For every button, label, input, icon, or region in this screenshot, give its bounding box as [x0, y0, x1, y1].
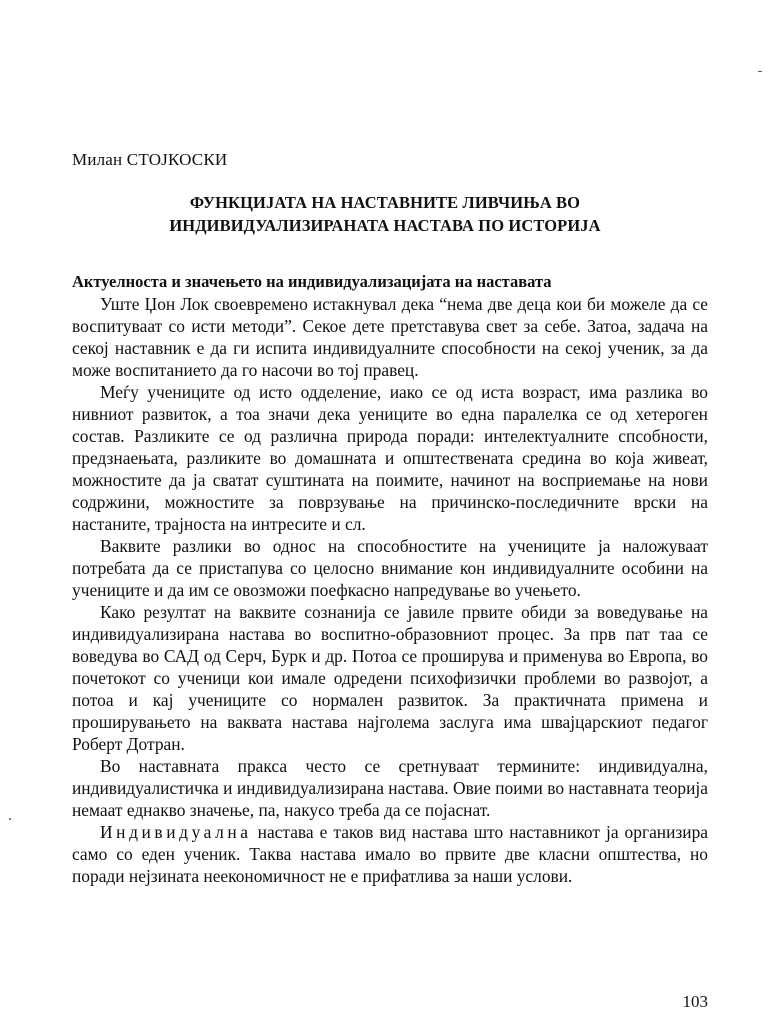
- article-body: [72, 271, 708, 887]
- scan-mark: [758, 71, 762, 72]
- page-number: 103: [682, 992, 708, 1011]
- title-line: ФУНКЦИЈАТА НА НАСТАВНИТЕ ЛИВЧИЊА ВО: [189, 193, 581, 212]
- paragraph: [72, 821, 708, 887]
- paragraph-text: настава е таков вид настава што наставникот ја организира само со еден ученик. Таква настава имало во првите две класни општества, но поради нејзината неекономичност не е прифатлива за наши услови.: [72, 822, 708, 886]
- paragraph: Како резултат на ваквите сознанија се јавиле првите обиди за воведување на индивидуализирана настава во воспитно-образовниот процес. За прв пат таа се воведува во САД од Серч, Бурк и др. Потоа се проширува и применува во Европа, во почетокот со ученици кои имале одредени психофизички проблеми во развојот, а потоа и кај учениците со нормален развиток. За практичната примена и проширувањето на ваквата настава најголема заслуга има швајцарскиот педагог Роберт Дотран.: [72, 602, 708, 754]
- spaced-term: Индивидуална: [100, 822, 252, 842]
- section-heading: Актуелноста и значењето на индивидуализацијата на наставата: [72, 272, 552, 291]
- article-title: [95, 191, 675, 237]
- author-name: Милан СТОЈКОСКИ: [72, 150, 228, 169]
- paragraph: Меѓу учениците од исто одделение, иако се од иста возраст, има разлика во нивниот развиток, а тоа значи дека уениците во една паралелка се од хетероген состав. Разликите се од различна природа поради: интелектуалните спсобности, предзнаењата, разликите во домашната и општествената средина во која живеат, можностите да ја сватат суштината на поимите, начинот на восприемање на нови содржини, можностите за поврзување на причинско-последичните врски на настаните, трајноста на интресите и сл.: [72, 382, 708, 534]
- scan-mark: [9, 818, 11, 820]
- paragraph: Ваквите разлики во однос на способностите на учениците ја наложуваат потребата да се пристапува со целосно внимание кон индивидуалните особини на учениците и да им се овозможи поефкасно напредување во учењето.: [72, 536, 708, 600]
- paragraph: Во наставната пракса често се сретнуваат термините: индивидуална, индивидуалистичка и индивидуализирана настава. Овие поими во наставната теорија немаат еднакво значење, па, накусо треба да се појаснат.: [72, 756, 708, 820]
- paragraph: Уште Џон Лок своевремено истакнувал дека “нема две деца кои би можеле да се воспитуваат со исти методи”. Секое дете претставува свет за себе. Затоа, задача на секој наставник е да ги испита индивидуалните способности на секој ученик, за да може воспитанието да го насочи во тој правец.: [72, 294, 708, 380]
- title-line: ИНДИВИДУАЛИЗИРАНАТА НАСТАВА ПО ИСТОРИЈА: [169, 216, 601, 235]
